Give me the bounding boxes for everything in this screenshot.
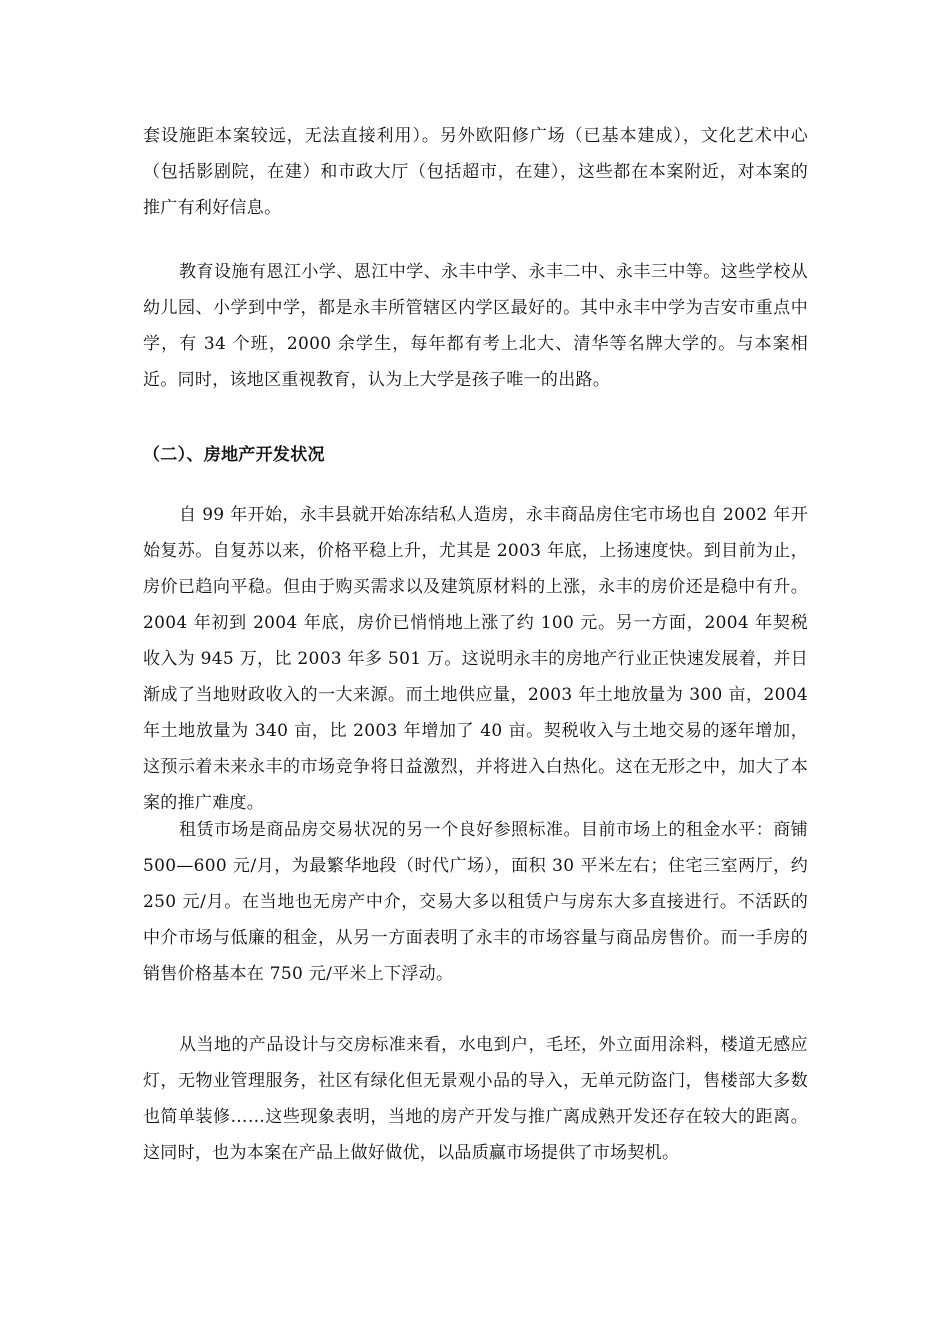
paragraph-rental-market: 租赁市场是商品房交易状况的另一个良好参照标准。目前市场上的租金水平：商铺 500—600 元/月，为最繁华地段（时代广场），面积 30 平米左右；住宅三室两厅，约 250 元/月。在当地也无房产中介，交易大多以租赁户与房东大多直接进行。不活跃的中介市场与低廉的租金，从另一方面表明了永丰的市场容量与商品房售价。而一手房的销售价格基本在 750 元/平米上下浮动。 xyxy=(143,820,808,984)
paragraph-market-history: 自 99 年开始，永丰县就开始冻结私人造房，永丰商品房住宅市场也自 2002 年开始复苏。自复苏以来，价格平稳上升，尤其是 2003 年底，上扬速度快。到目前为止，房价已趋向平稳。但由于购买需求以及建筑原材料的上涨，永丰的房价还是稳中有升。2004 年初到 2004 年底，房价已悄悄地上涨了约 100 元。另一方面，2004 年契税收入为 945 万，比 2003 年多 501 万。这说明永丰的房地产行业正快速发展着，并日渐成了当地财政收入的一大来源。而土地供应量，2003 年土地放量为 300 亩，2004 年土地放量为 340 亩，比 2003 年增加了 40 亩。契税收入与土地交易的逐年增加，这预示着未来永丰的市场竞争将日益激烈，并将进入白热化。这在无形之中，加大了本案的推广难度。 xyxy=(143,505,808,813)
paragraph-education-facilities: 教育设施有恩江小学、恩江中学、永丰中学、永丰二中、永丰三中等。这些学校从幼儿园、小学到中学，都是永丰所管辖区内学区最好的。其中永丰中学为吉安市重点中学，有 34 个班，2000 余学生，每年都有考上北大、清华等名牌大学的。与本案相近。同时，该地区重视教育，认为上大学是孩子唯一的出路。 xyxy=(143,262,808,390)
paragraph-supporting-facilities: 套设施距本案较远，无法直接利用）。另外欧阳修广场（已基本建成），文化艺术中心（包括影剧院，在建）和市政大厅（包括超市，在建），这些都在本案附近，对本案的推广有利好信息。 xyxy=(143,126,808,218)
section-heading-real-estate: （二）、房地产开发状况 xyxy=(143,445,325,465)
paragraph-product-design: 从当地的产品设计与交房标准来看，水电到户，毛坯，外立面用涂料，楼道无感应灯，无物业管理服务，社区有绿化但无景观小品的导入，无单元防盗门，售楼部大多数也简单装修……这些现象表明，当地的房产开发与推广离成熟开发还存在较大的距离。这同时，也为本案在产品上做好做优，以品质赢市场提供了市场契机。 xyxy=(143,1035,808,1163)
